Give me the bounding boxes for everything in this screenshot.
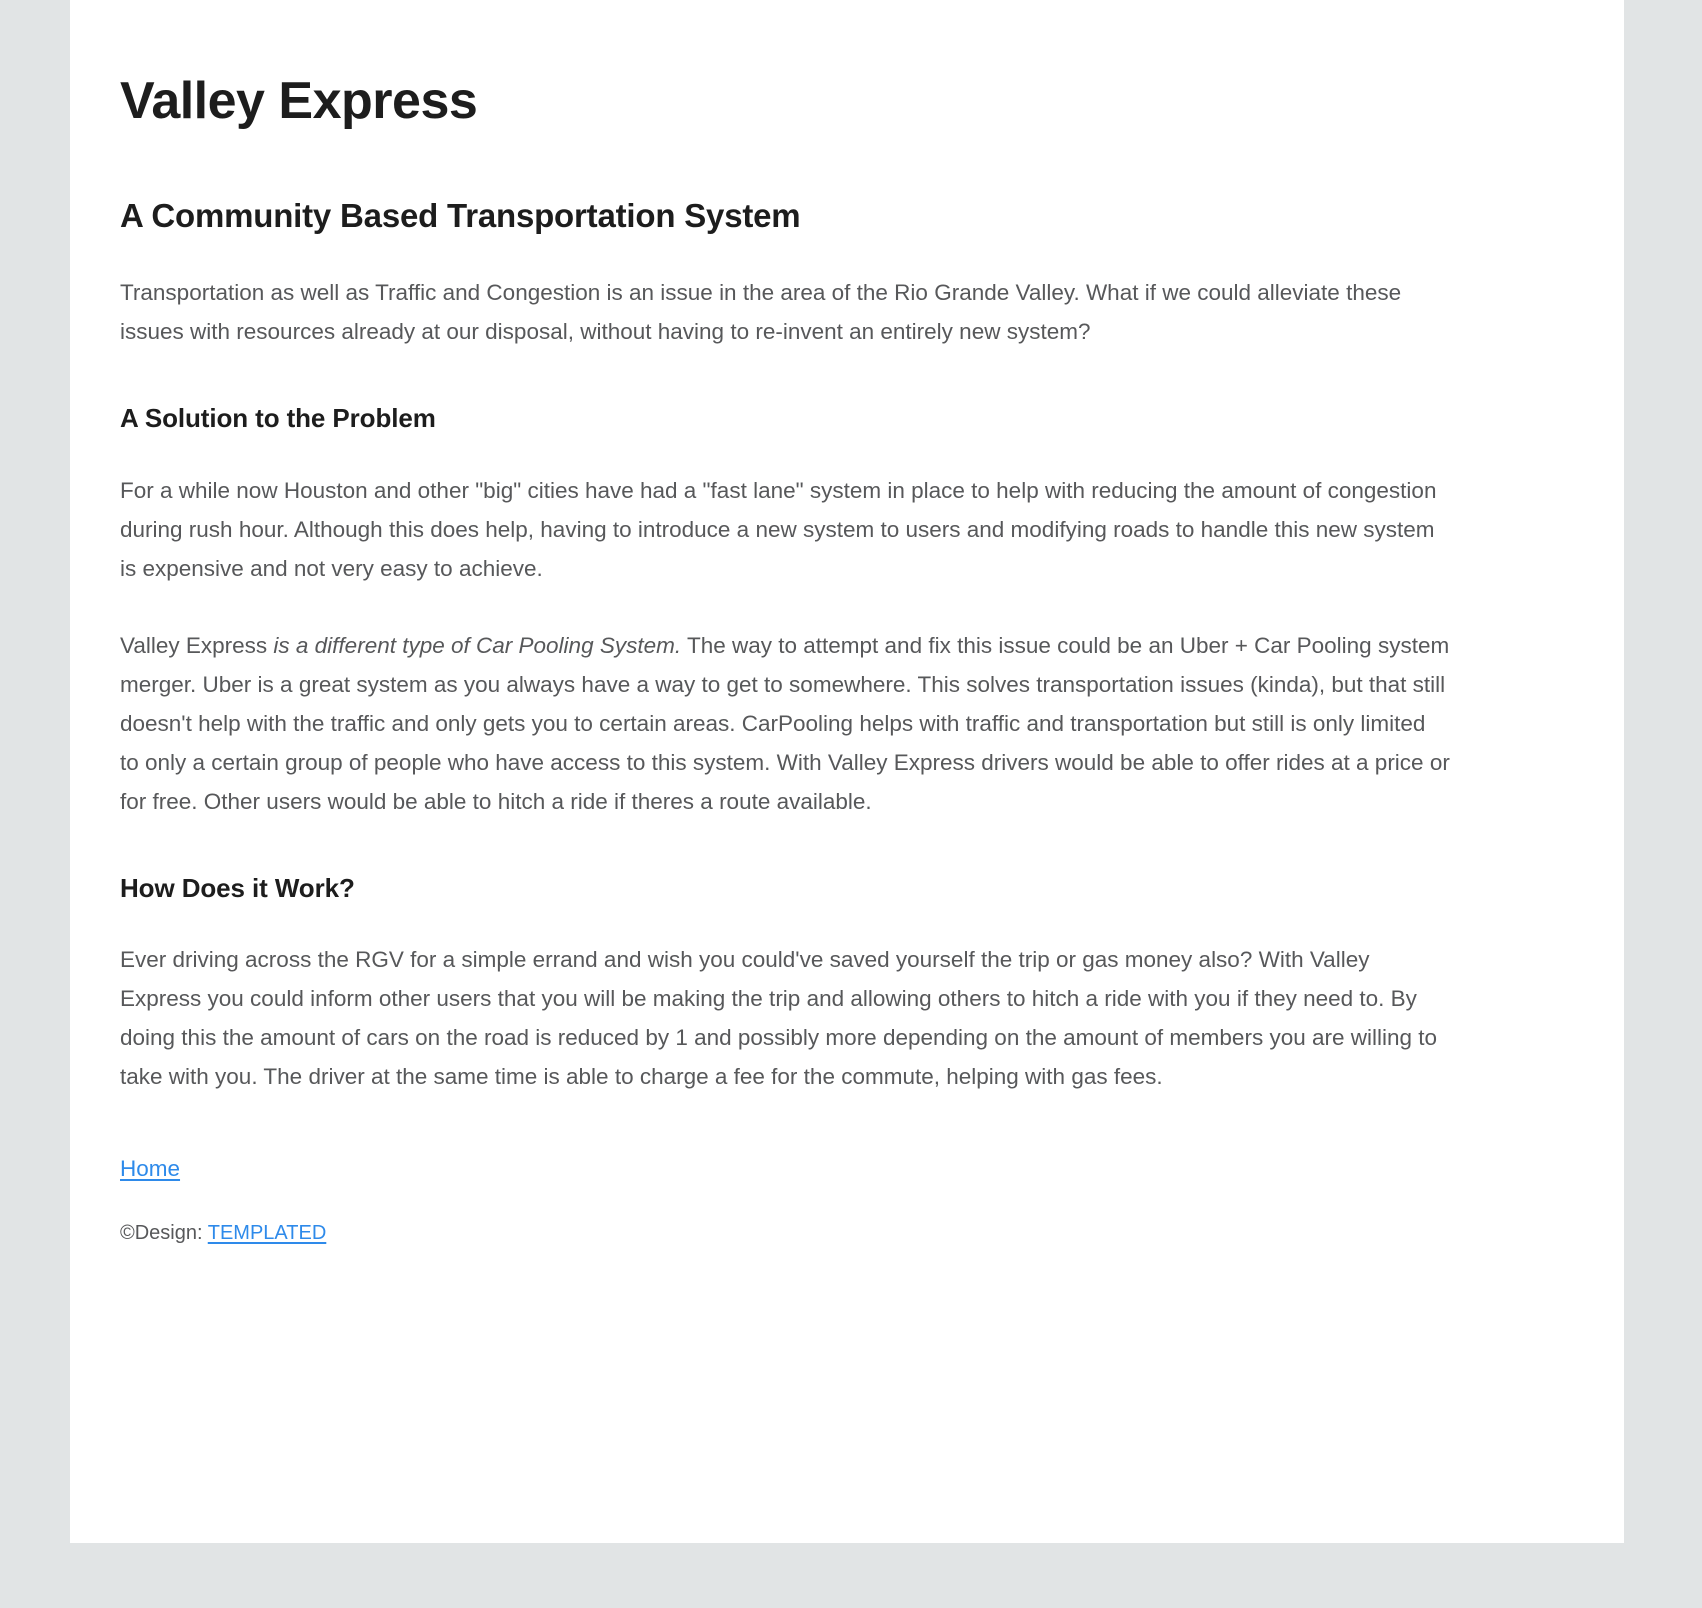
how-it-works-heading: How Does it Work? [120, 872, 355, 903]
solution-paragraph-1: For a while now Houston and other "big" cities have had a "fast lane" system in place to help with reducing the amount of congestion during rush hour. Although this does help, having to introduce a new system to users and modifying roads to handle this new system is expensive and not very easy to achieve. [120, 477, 1437, 581]
solution-paragraph-2 [120, 626, 1450, 821]
templated-link[interactable]: TEMPLATED [207, 1221, 327, 1244]
how-it-works-paragraph: Ever driving across the RGV for a simple errand and wish you could've saved yourself the trip or gas money also? With Valley Express you could inform other users that you will be making the trip and allowing others to hitch a ride with you if they need to. By doing this the amount of cars on the road is reduced by 1 and possibly more depending on the amount of members you are willing to take with you. The driver at the same time is able to charge a fee for the commute, helping with gas fees. [120, 946, 1438, 1089]
content-inner [120, 72, 1450, 1250]
solution-heading: A Solution to the Problem [120, 403, 436, 434]
page-title: Valley Express [120, 72, 478, 130]
home-link-row [120, 1152, 1450, 1186]
home-link[interactable]: Home [120, 1155, 181, 1181]
intro-paragraph: Transportation as well as Traffic and Congestion is an issue in the area of the Rio Grande Valley. What if we could alleviate these issues with resources already at our disposal, without having to re-invent an entirely new system? [120, 280, 1402, 345]
solution-paragraph-2-rest: The way to attempt and fix this issue could be an Uber + Car Pooling system merger. Uber is a great system as you always have a way to get to somewhere. This solves transportation issues (kinda), but that still doesn't help with the traffic and only gets you to certain areas. CarPooling helps with traffic and transportation but still is only limited to only a certain group of people who have access to this system. With Valley Express drivers would be able to offer rides at a price or for free. Other users would be able to hitch a ride if theres a route available. [120, 632, 1450, 814]
credit-prefix: ©Design: [120, 1221, 208, 1244]
credit-line [120, 1216, 1450, 1250]
section-title: A Community Based Transportation System [120, 196, 801, 234]
solution-paragraph-2-lead: Valley Express [120, 632, 274, 658]
content-card [70, 0, 1624, 1543]
solution-paragraph-2-italic: is a different type of Car Pooling System. [273, 632, 682, 658]
